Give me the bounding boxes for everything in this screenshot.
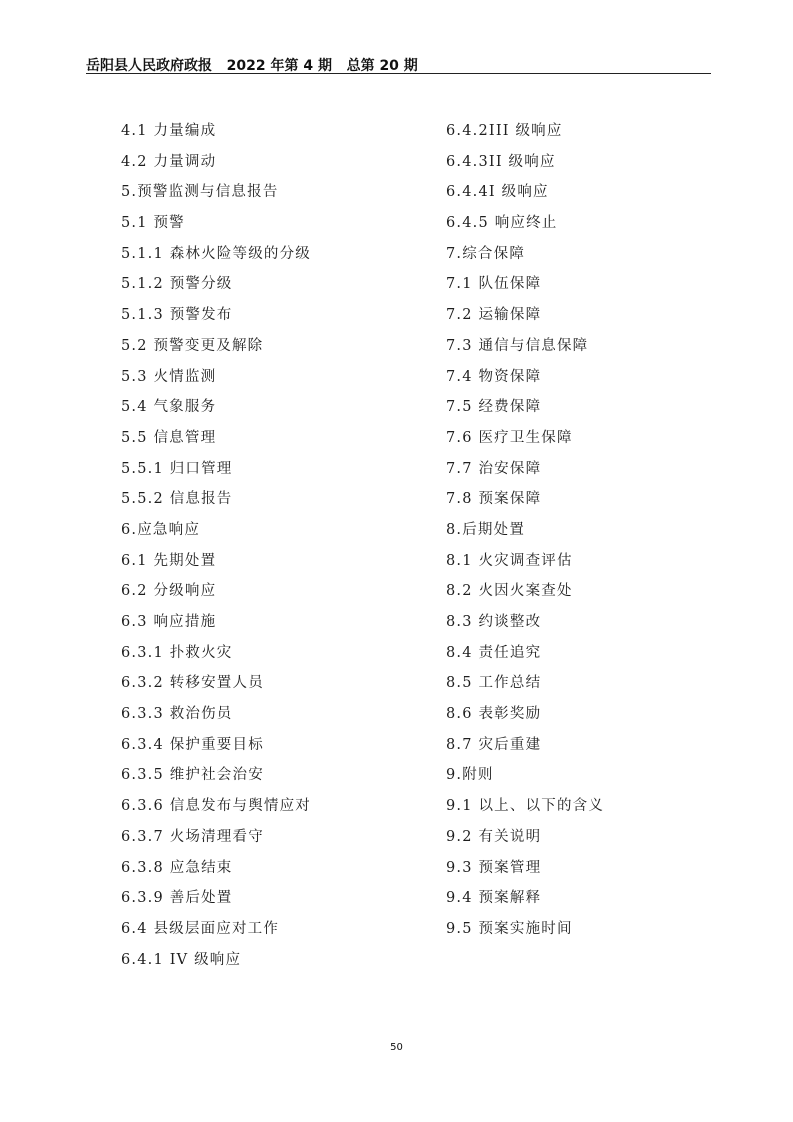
toc-item: 6.3.5 维护社会治安 — [121, 767, 264, 784]
running-header: 岳阳县人民政府政报 2022 年第 4 期 总第 20 期 — [86, 58, 418, 74]
toc-item: 5.2 预警变更及解除 — [121, 337, 264, 354]
toc-item: 9.1 以上、以下的含义 — [446, 798, 605, 815]
toc-item: 5.1.3 预警发布 — [121, 307, 233, 324]
toc-item: 9.3 预案管理 — [446, 859, 542, 876]
toc-item: 6.2 分级响应 — [121, 583, 217, 600]
toc-item: 5.1 预警 — [121, 215, 185, 232]
toc-item: 8.2 火因火案查处 — [446, 583, 573, 600]
toc-item: 9.5 预案实施时间 — [446, 920, 573, 937]
toc-item: 6.4.3II 级响应 — [446, 153, 556, 170]
toc-item: 5.预警监测与信息报告 — [121, 184, 279, 201]
toc-item: 4.2 力量调动 — [121, 153, 217, 170]
toc-item: 6.3.2 转移安置人员 — [121, 675, 264, 692]
toc-item: 6.3.7 火场清理看守 — [121, 828, 264, 845]
toc-item: 8.3 约谈整改 — [446, 614, 542, 630]
toc-item: 9.2 有关说明 — [446, 828, 542, 845]
toc-item: 6.3.6 信息发布与舆情应对 — [121, 798, 312, 815]
page-number: 50 — [390, 1042, 403, 1053]
toc-item: 5.5 信息管理 — [121, 429, 217, 446]
toc-item: 5.1.2 预警分级 — [121, 276, 233, 293]
toc-item: 7.7 治安保障 — [446, 460, 542, 477]
toc-right-column — [446, 120, 746, 949]
header-divider — [86, 73, 711, 74]
toc-item: 6.4.4I 级响应 — [446, 184, 549, 201]
toc-item: 7.6 医疗卫生保障 — [446, 429, 573, 446]
toc-item: 7.3 通信与信息保障 — [446, 337, 589, 354]
toc-item: 8.7 灾后重建 — [446, 736, 542, 753]
toc-item: 6.4 县级层面应对工作 — [121, 920, 280, 937]
toc-item: 5.5.2 信息报告 — [121, 491, 233, 508]
toc-item: 5.1.1 森林火险等级的分级 — [121, 245, 312, 262]
toc-item: 8.1 火灾调查评估 — [446, 552, 573, 569]
toc-item: 5.5.1 归口管理 — [121, 460, 233, 477]
toc-item: 6.3 响应措施 — [121, 614, 217, 630]
toc-item: 5.4 气象服务 — [121, 399, 217, 416]
toc-item: 7.综合保障 — [446, 245, 526, 262]
toc-item: 7.2 运输保障 — [446, 307, 542, 324]
toc-item: 7.1 队伍保障 — [446, 276, 542, 293]
toc-item: 6.4.1 IV 级响应 — [121, 951, 242, 968]
toc-item: 4.1 力量编成 — [121, 123, 217, 139]
toc-item: 9.附则 — [446, 767, 494, 784]
toc-item: 6.3.9 善后处置 — [121, 890, 233, 907]
toc-item: 6.4.2III 级响应 — [446, 123, 563, 139]
toc-item: 8.4 责任追究 — [446, 644, 542, 661]
toc-item: 8.6 表彰奖励 — [446, 706, 542, 723]
toc-item: 9.4 预案解释 — [446, 890, 542, 907]
toc-left-column — [121, 120, 421, 979]
toc-item: 6.3.1 扑救火灾 — [121, 644, 233, 661]
toc-item: 6.1 先期处置 — [121, 552, 217, 569]
toc-item: 6.3.8 应急结束 — [121, 859, 233, 876]
toc-item: 7.4 物资保障 — [446, 368, 542, 385]
toc-item: 6.3.4 保护重要目标 — [121, 736, 264, 753]
toc-item: 6.4.5 响应终止 — [446, 215, 558, 232]
toc-item: 6.应急响应 — [121, 521, 201, 538]
toc-item: 7.8 预案保障 — [446, 491, 542, 508]
toc-item: 8.5 工作总结 — [446, 675, 542, 692]
toc-item: 6.3.3 救治伤员 — [121, 706, 233, 723]
toc-item: 8.后期处置 — [446, 521, 526, 538]
toc-item: 5.3 火情监测 — [121, 368, 217, 385]
toc-item: 7.5 经费保障 — [446, 399, 542, 416]
